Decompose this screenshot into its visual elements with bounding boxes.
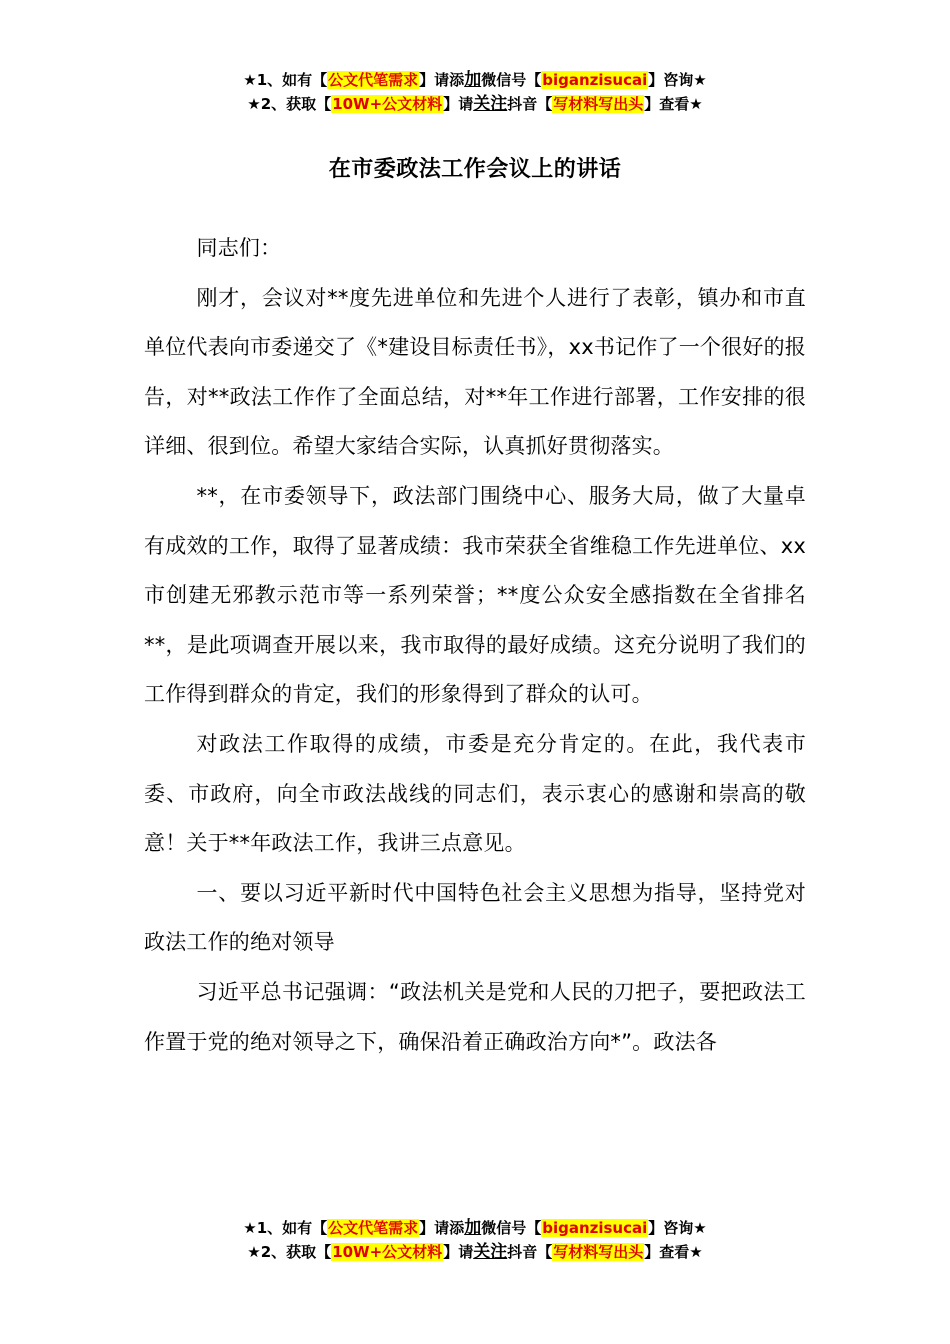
promo-text: 抖音【 [507,1243,553,1261]
promo-text: 】咨询★ [648,71,707,89]
promo-highlight: biganzisucai [542,1219,648,1237]
promo-banner-bottom [0,1216,950,1264]
promo-emphasis: 加 [464,1218,482,1238]
promo-highlight: 10W+公文材料 [332,95,443,113]
document-title: 在市委政法工作会议上的讲话 [328,157,622,182]
body-paragraph: **，在市委领导下，政法部门围绕中心、服务大局，做了大量卓有成效的工作，取得了显著成绩：我市荣获全省维稳工作先进单位、xx市创建无邪教示范市等一系列荣誉；**度公众安全感指数在全省排名**，是此项调查开展以来，我市取得的最好成绩。这充分说明了我们的工作得到群众的肯定，我们的形象得到了群众的认可。 [144,483,806,707]
promo-line-2 [0,1240,950,1264]
promo-text: ★1、如有【 [243,71,328,89]
promo-highlight: biganzisucai [542,71,648,89]
promo-text: ★2、获取【 [247,95,332,113]
promo-highlight: 公文代笔需求 [328,1219,419,1237]
promo-line-1 [0,1216,950,1240]
promo-text: 】请 [443,95,474,113]
promo-text: 】请添 [419,71,465,89]
promo-highlight: 10W+公文材料 [332,1243,443,1261]
promo-text: 】咨询★ [648,1219,707,1237]
promo-text: ★2、获取【 [247,1243,332,1261]
promo-emphasis: 关注 [473,1242,508,1262]
promo-emphasis: 关注 [473,94,508,114]
promo-text: 】查看★ [644,95,703,113]
body-paragraph: 刚才，会议对**度先进单位和先进个人进行了表彰，镇办和市直单位代表向市委递交了《*建设目标责任书》，xx书记作了一个很好的报告，对**政法工作作了全面总结，对**年工作进行部署，工作安排的很详细、很到位。希望大家结合实际，认真抓好贯彻落实。 [144,285,806,459]
document-body [144,224,806,1067]
promo-line-1 [0,68,950,92]
promo-text: 】请添 [419,1219,465,1237]
body-paragraph: 习近平总书记强调：“政法机关是党和人民的刀把子，要把政法工作置于党的绝对领导之下，确保沿着正确政治方向*”。政法各 [144,979,806,1054]
promo-text: 】请 [443,1243,474,1261]
promo-highlight: 写材料写出头 [553,1243,644,1261]
promo-text: 】查看★ [644,1243,703,1261]
section-heading: 一、要以习近平新时代中国特色社会主义思想为指导，坚持党对政法工作的绝对领导 [144,880,806,955]
promo-text: ★1、如有【 [243,1219,328,1237]
promo-text: 微信号【 [481,71,542,89]
promo-highlight: 公文代笔需求 [328,71,419,89]
promo-emphasis: 加 [464,70,482,90]
promo-text: 抖音【 [507,95,553,113]
promo-highlight: 写材料写出头 [553,95,644,113]
body-paragraph: 对政法工作取得的成绩，市委是充分肯定的。在此，我代表市委、市政府，向全市政法战线的同志们，表示衷心的感谢和崇高的敬意！关于**年政法工作，我讲三点意见。 [144,731,806,856]
promo-line-2 [0,92,950,116]
promo-banner-top [0,68,950,116]
salutation: 同志们： [196,236,282,260]
promo-text: 微信号【 [481,1219,542,1237]
